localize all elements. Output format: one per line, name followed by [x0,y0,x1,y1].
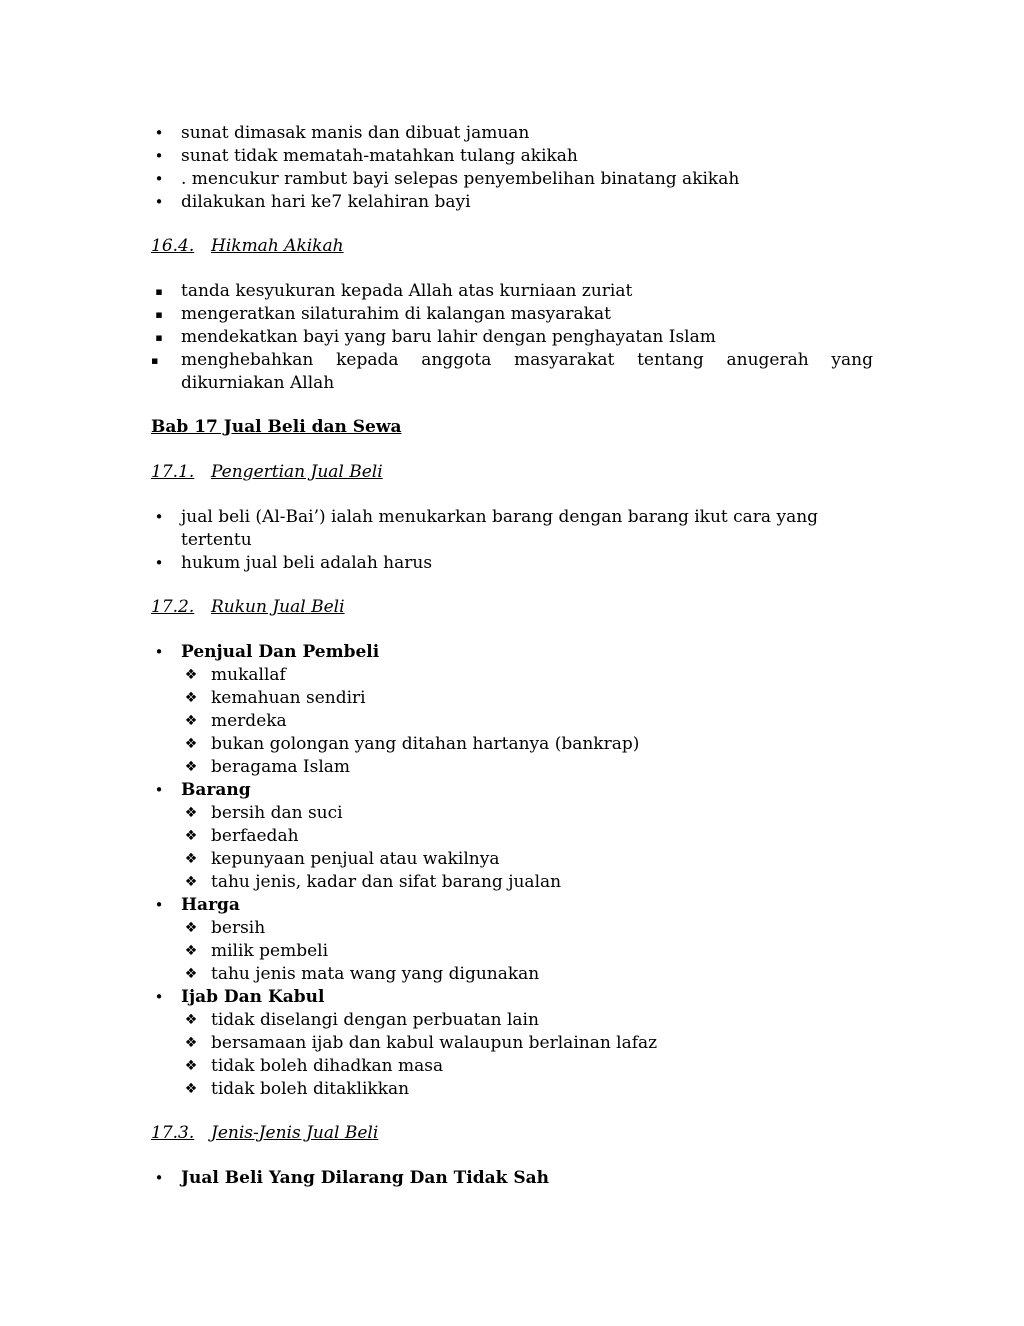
list-item: • Jual Beli Yang Dilarang Dan Tidak Sah [151,1167,873,1190]
diamond-bullet-icon: ❖ [184,1012,198,1028]
pengertian-list [151,506,873,575]
list-item: ▪ mendekatkan bayi yang baru lahir dengan penghayatan Islam [151,326,873,349]
sub-list-item: ❖ tahu jenis, kadar dan sifat barang jualan [184,872,562,892]
diamond-bullet-icon: ❖ [184,667,198,683]
sub-list-item: ❖ bersih [184,918,266,938]
bullet-icon: • [154,896,164,914]
diamond-bullet-icon: ❖ [184,1058,198,1074]
bullet-icon: • [154,988,164,1006]
section-heading-16-4: 16.4. Hikmah Akikah [151,236,344,256]
rukun-list [151,641,873,1101]
bullet-icon: • [154,643,164,661]
list-item: • sunat tidak mematah-matahkan tulang akikah [151,145,873,168]
bullet-icon: • [154,508,164,526]
diamond-bullet-icon: ❖ [184,851,198,867]
list-item: • sunat dimasak manis dan dibuat jamuan [151,122,873,145]
section-heading-17-1: 17.1. Pengertian Jual Beli [151,462,383,482]
section-heading-17-2: 17.2. Rukun Jual Beli [151,597,345,617]
chapter-heading: Bab 17 Jual Beli dan Sewa [151,417,402,437]
diamond-bullet-icon: ❖ [184,713,198,729]
diamond-bullet-icon: ❖ [184,966,198,982]
sub-list-item: ❖ tidak diselangi dengan perbuatan lain [184,1010,539,1030]
sub-list-item: ❖ kemahuan sendiri [184,688,366,708]
bullet-icon: • [154,1169,164,1187]
bullet-icon: • [154,147,164,165]
list-item: ▪ menghebahkan kepada anggota masyarakat tentang anugerah yang dikurniakan Allah [151,350,873,393]
sub-list-item: ❖ bersamaan ijab dan kabul walaupun berlainan lafaz [184,1033,658,1053]
list-item: • jual beli (Al-Bai’) ialah menukarkan barang dengan barang ikut cara yang tertentu [151,506,873,552]
diamond-bullet-icon: ❖ [184,943,198,959]
sub-list-item: ❖ beragama Islam [184,757,351,777]
list-item: • Harga ❖ bersih ❖ milik pembeli ❖ tahu jenis mata wang yang digunakan [151,894,873,986]
list-item: ▪ tanda kesyukuran kepada Allah atas kurniaan zuriat [151,280,873,303]
list-item: ▪ mengeratkan silaturahim di kalangan masyarakat [151,303,873,326]
diamond-bullet-icon: ❖ [184,874,198,890]
diamond-bullet-icon: ❖ [184,736,198,752]
jenis-list [151,1167,873,1190]
square-bullet-icon: ▪ [155,331,163,344]
sub-list [181,802,873,894]
sub-list [181,664,873,779]
diamond-bullet-icon: ❖ [184,690,198,706]
square-bullet-icon: ▪ [155,285,163,298]
diamond-bullet-icon: ❖ [184,1081,198,1097]
diamond-bullet-icon: ❖ [184,828,198,844]
page-content [151,122,873,1190]
bullet-icon: • [154,170,164,188]
diamond-bullet-icon: ❖ [184,805,198,821]
list-item: • dilakukan hari ke7 kelahiran bayi [151,191,873,214]
list-item: • Barang ❖ bersih dan suci ❖ berfaedah ❖ kepunyaan penjual atau wakilnya ❖ tahu jenis, kadar dan sifat barang jualan [151,779,873,894]
diamond-bullet-icon: ❖ [184,1035,198,1051]
square-bullet-icon: ▪ [151,354,159,367]
sub-list-item: ❖ bukan golongan yang ditahan hartanya (bankrap) [184,734,640,754]
bullet-icon: • [154,781,164,799]
section-heading-17-3: 17.3. Jenis-Jenis Jual Beli [151,1123,379,1143]
bullet-icon: • [154,124,164,142]
list-item: • hukum jual beli adalah harus [151,552,873,575]
sub-list-item: ❖ tidak boleh dihadkan masa [184,1056,444,1076]
sub-list-item: ❖ bersih dan suci [184,803,343,823]
sub-list-item: ❖ kepunyaan penjual atau wakilnya [184,849,500,869]
sub-list-item: ❖ tidak boleh ditaklikkan [184,1079,410,1099]
list-item: • Ijab Dan Kabul ❖ tidak diselangi dengan perbuatan lain ❖ bersamaan ijab dan kabul walaupun berlainan lafaz ❖ tidak boleh dihadkan masa ❖ tidak boleh ditaklikkan [151,986,873,1101]
sub-list [181,1009,873,1101]
square-bullet-icon: ▪ [155,308,163,321]
sub-list-item: ❖ mukallaf [184,665,286,685]
sub-list-item: ❖ berfaedah [184,826,299,846]
sub-list-item: ❖ tahu jenis mata wang yang digunakan [184,964,540,984]
diamond-bullet-icon: ❖ [184,920,198,936]
list-item: • Penjual Dan Pembeli ❖ mukallaf ❖ kemahuan sendiri ❖ merdeka ❖ bukan golongan yang ditahan hartanya (bankrap) ❖ beragama Islam [151,641,873,779]
diamond-bullet-icon: ❖ [184,759,198,775]
sub-list-item: ❖ milik pembeli [184,941,329,961]
akikah-sunat-list [151,122,873,214]
sub-list-item: ❖ merdeka [184,711,287,731]
hikmah-akikah-list [151,280,873,395]
sub-list [181,917,873,986]
list-item: • . mencukur rambut bayi selepas penyembelihan binatang akikah [151,168,873,191]
bullet-icon: • [154,193,164,211]
bullet-icon: • [154,554,164,572]
